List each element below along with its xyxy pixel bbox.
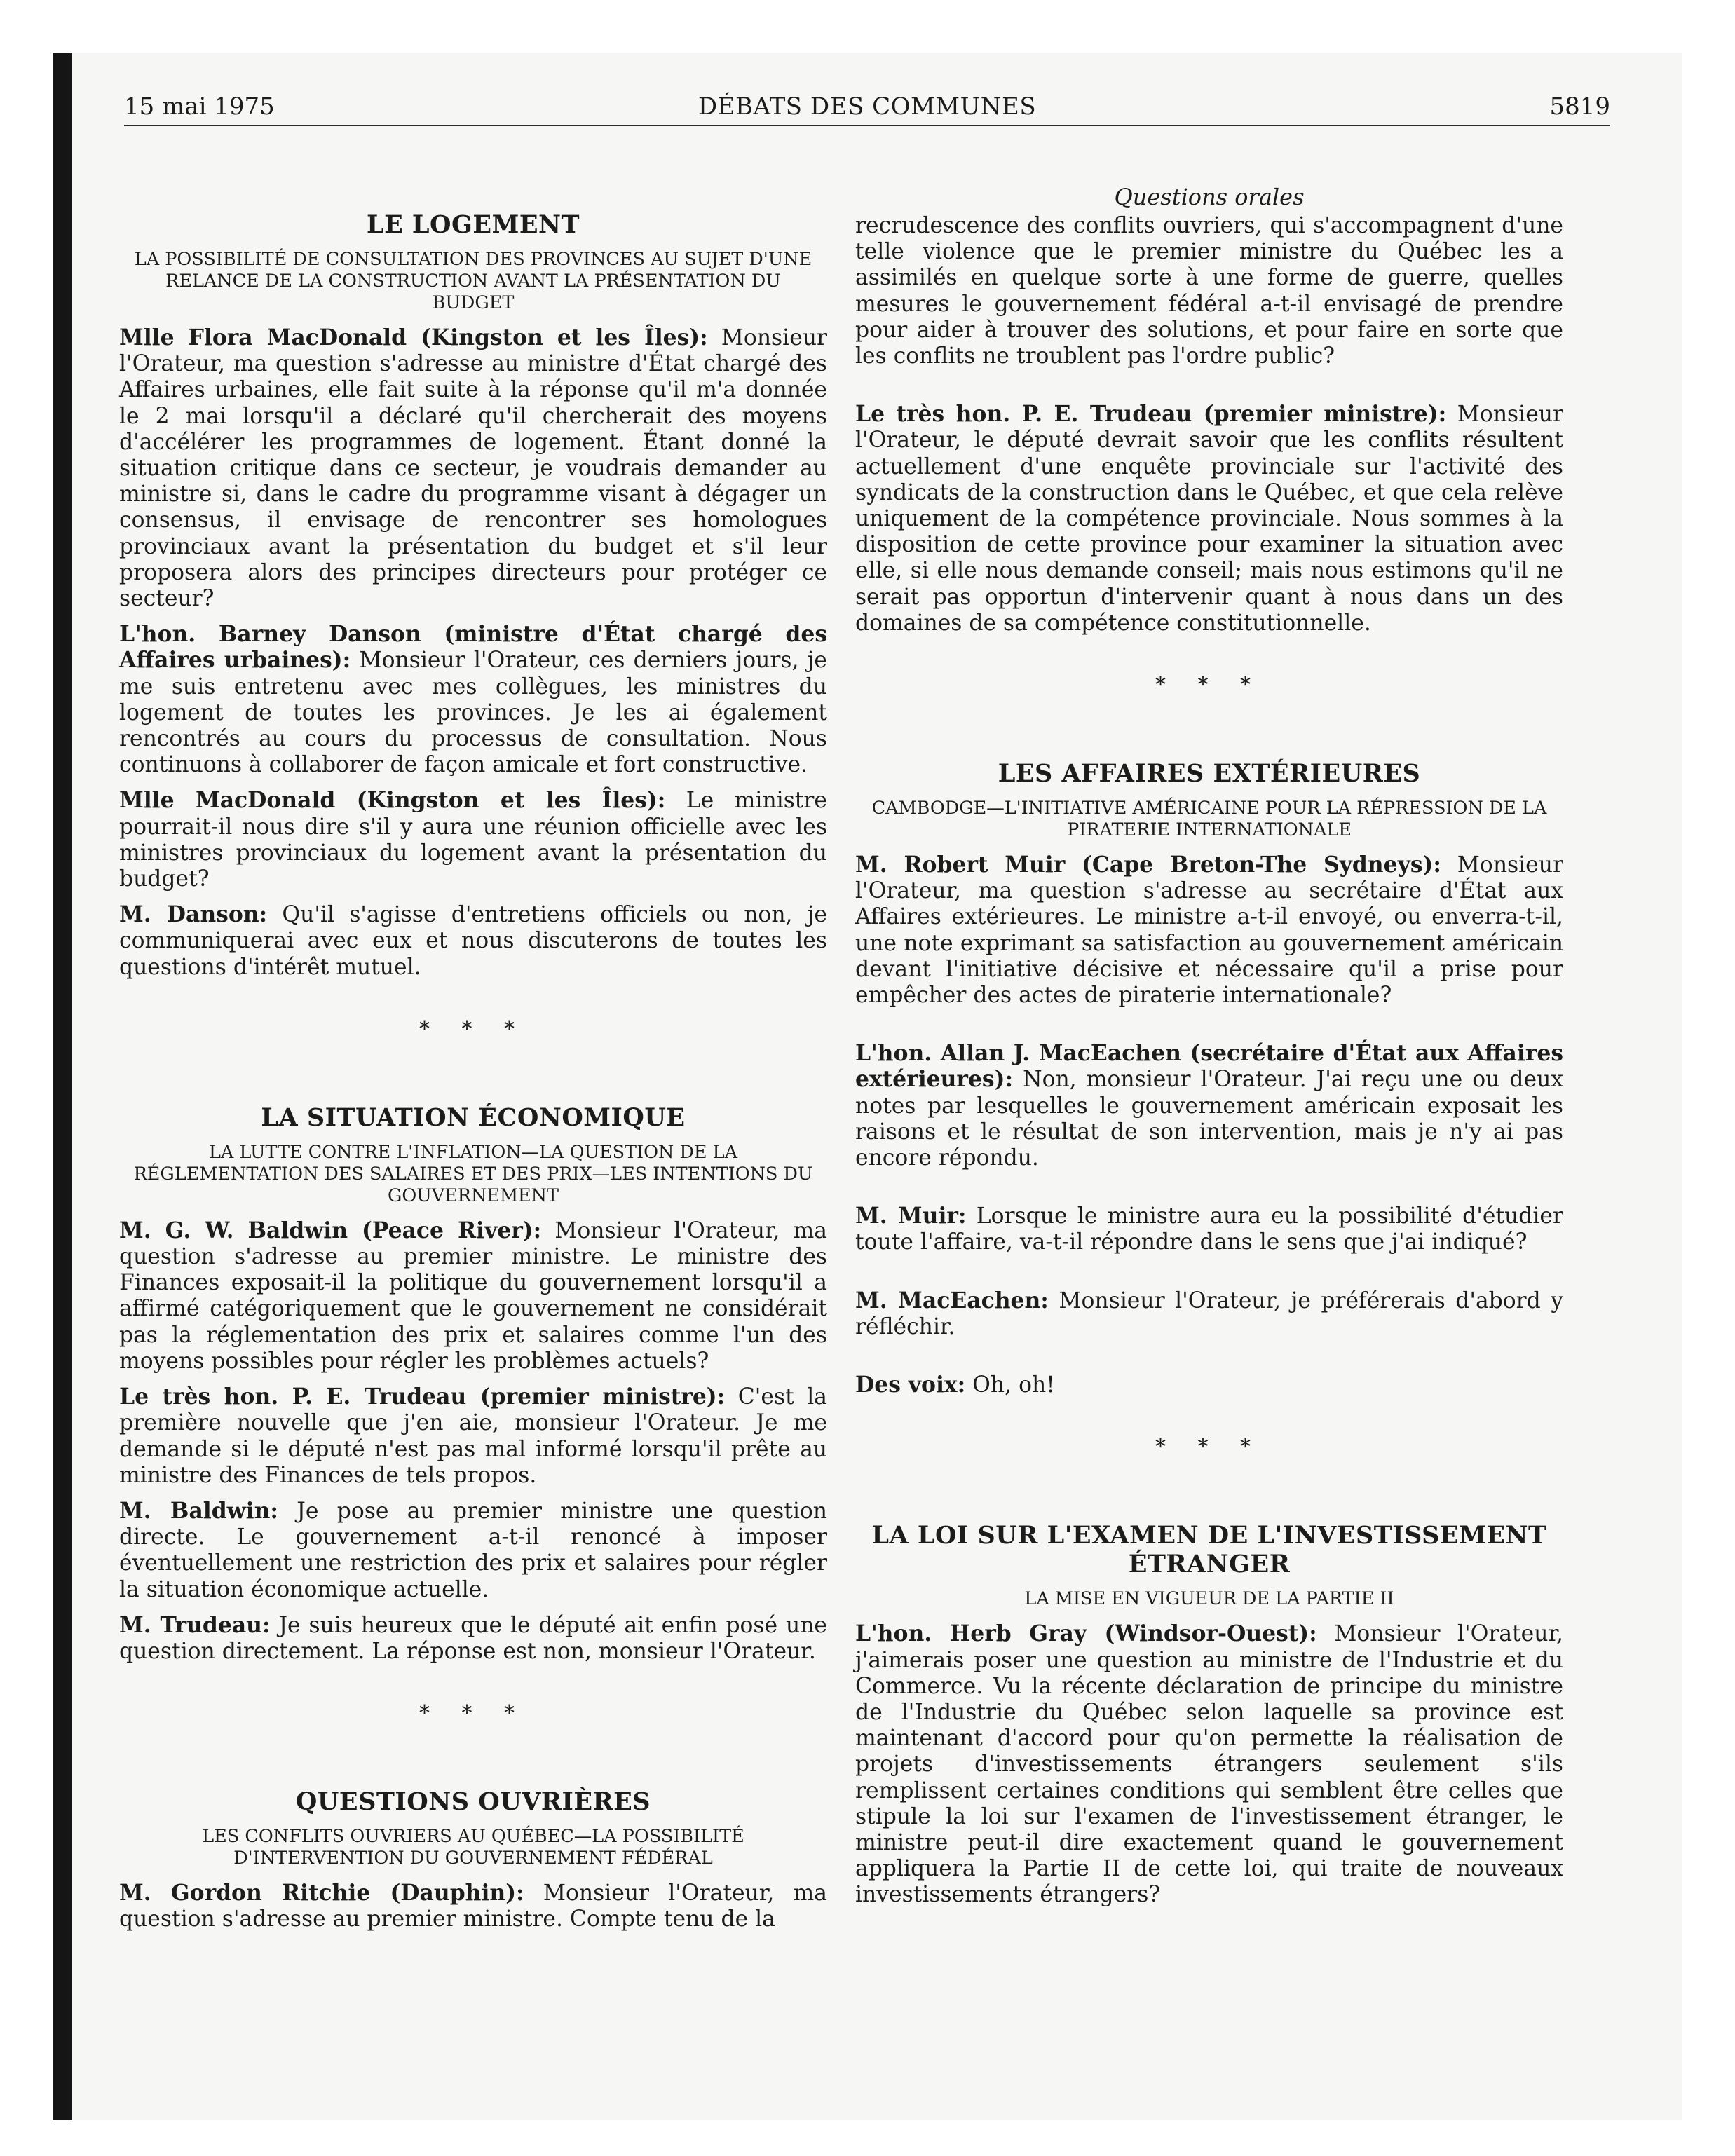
speech-text: Monsieur l'Orateur, ces derniers jours, je me suis entretenu avec mes collègues, les ministres du logement de toutes les provinces. Je les ai également rencontrés au cours du processus de consultation. Nous continuons à collaborer de façon amicale et fort constructive.	[119, 648, 827, 778]
section-separator: * * *	[419, 1016, 528, 1042]
speech-text: Je suis heureux que le député ait enfin posé une question directement. La réponse est non, monsieur l'Orateur.	[119, 1612, 827, 1664]
speaker-name: Le très hon. P. E. Trudeau (premier ministre):	[119, 1384, 726, 1410]
paragraph	[119, 1881, 827, 1932]
page-header	[124, 84, 1610, 126]
paragraph	[119, 788, 827, 892]
speech-text: Monsieur l'Orateur, ma question s'adresse au ministre d'État chargé des Affaires urbaines, elle fait suite à la réponse qu'il m'a donnée le 2 mai lorsqu'il a déclaré qu'il chercherait des moyens d'accélérer les programmes de logement. Étant donné la situation critique dans ce secteur, je voudrais demander au ministre si, dans le cadre du programme visant à dégager un consensus, il envisage de rencontrer ses homologues provinciaux avant la présentation du budget et s'il leur proposera alors des principes directeurs pour protéger ce secteur?	[119, 325, 827, 612]
running-head: Questions orales	[1114, 184, 1305, 210]
speaker-name: M. MacEachen:	[855, 1288, 1049, 1314]
paragraph	[855, 402, 1563, 636]
speech-text: recrudescence des conflits ouvriers, qui s'accompagnent d'une telle violence que le premier ministre du Québec les a assimilés en quelque sorte à une forme de guerre, quelles mesures le gouvernement fédéral a-t-il envisagé de prendre pour aider à trouver des solutions, et pour faire en sorte que les conflits ne troublent pas l'ordre public?	[855, 213, 1563, 369]
speaker-name: M. Danson:	[119, 902, 268, 928]
section-title-labour: QUESTIONS OUVRIÈRES	[295, 1787, 651, 1817]
paragraph	[119, 1218, 827, 1374]
speaker-name: M. Muir:	[855, 1203, 967, 1229]
speech-text: Le ministre pourrait-il nous dire s'il y aura une réunion officielle avec les ministres provinciaux du logement avant la présentation du budget?	[119, 788, 828, 892]
paragraph	[855, 1372, 1563, 1398]
section-separator: * * *	[419, 1701, 528, 1726]
speech-text: Lorsque le ministre aura eu la possibilité d'étudier toute l'affaire, va-t-il répondre dans le sens que j'ai indiqué?	[855, 1203, 1563, 1255]
left-column	[119, 210, 827, 1943]
speech-text: Monsieur l'Orateur, ma question s'adresse au premier ministre. Le ministre des Finances exposait-il la politique du gouvernement lorsqu'il a affirmé catégoriquement que le gouvernement ne considérait pas la réglementation des prix et salaires comme l'un des moyens possibles pour régler les problèmes actuels?	[119, 1217, 828, 1374]
section-separator: * * *	[1155, 1435, 1264, 1460]
section-title-housing: LE LOGEMENT	[366, 210, 580, 239]
speaker-name: L'hon. Barney Danson (ministre d'État chargé des Affaires urbaines):	[119, 622, 827, 674]
speaker-name: L'hon. Allan J. MacEachen (secrétaire d'État aux Affaires extérieures):	[855, 1041, 1563, 1093]
paragraph	[855, 1621, 1563, 1908]
speech-text: Monsieur l'Orateur, le député devrait savoir que les conflits résultent actuellement d'une enquête provinciale sur l'activité des syndicats de la construction dans le Québec, et que cela relève uniquement de la compétence provinciale. Nous sommes à la disposition de cette province pour examiner la situation avec elle, si elle nous demande conseil; mais nous estimons qu'il ne serait pas opportun d'intervenir quant à nous dans un des domaines de sa compétence constitutionnelle.	[855, 402, 1563, 636]
section-subtitle-housing: LA POSSIBILITÉ DE CONSULTATION DES PROVINCES AU SUJET D'UNE RELANCE DE LA CONSTRUCTION AVANT LA PRÉSENTATION DU BUDGET	[134, 249, 812, 313]
paragraph	[855, 852, 1563, 1009]
speech-text: Monsieur l'Orateur, j'aimerais poser une question au ministre de l'Industrie et du Commerce. Vu la récente déclaration de principe du ministre de l'Industrie du Québec selon laquelle sa province est maintenant d'accord pour qu'on permette la réalisation de projets d'investissements étrangers seulement s'ils remplissent certaines conditions qui semblent être celles que stipule la loi sur l'examen de l'investissement étranger, le ministre peut-il dire exactement quand le gouvernement appliquera la Partie II de cette loi, qui traite de nouveaux investissements étrangers?	[855, 1621, 1564, 1908]
paragraph-continued	[855, 213, 1563, 369]
speaker-name: M. Trudeau:	[119, 1612, 271, 1638]
paragraph	[119, 1384, 827, 1489]
paragraph	[119, 325, 827, 612]
paragraph	[119, 1499, 827, 1603]
speech-text: Non, monsieur l'Orateur. J'ai reçu une ou deux notes par lesquelles le gouvernement américain exposait les raisons et le résultat de son intervention, mais je n'y ai pas encore répondu.	[855, 1067, 1563, 1171]
speaker-name: M. Baldwin:	[119, 1498, 279, 1524]
header-page-number: 5819	[1549, 93, 1610, 121]
right-column	[855, 184, 1563, 1918]
speech-text: Qu'il s'agisse d'entretiens officiels ou non, je communiquerai avec eux et nous discuterons de toutes les questions d'intérêt mutuel.	[119, 902, 827, 980]
section-title-economy: LA SITUATION ÉCONOMIQUE	[261, 1103, 686, 1132]
section-subtitle-economy: LA LUTTE CONTRE L'INFLATION—LA QUESTION DE LA RÉGLEMENTATION DES SALAIRES ET DES PRIX—LES INTENTIONS DU GOUVERNEMENT	[133, 1141, 813, 1206]
paragraph	[119, 902, 827, 981]
speech-text: C'est la première nouvelle que j'en aie, monsieur l'Orateur. Je me demande si le député n'est pas mal informé lorsqu'il prête au ministre des Finances de tels propos.	[119, 1384, 827, 1488]
section-title-external-affairs: LES AFFAIRES EXTÉRIEURES	[998, 759, 1421, 789]
speaker-name: Des voix:	[855, 1372, 966, 1398]
section-subtitle-labour: LES CONFLITS OUVRIERS AU QUÉBEC—LA POSSIBILITÉ D'INTERVENTION DU GOUVERNEMENT FÉDÉRAL	[202, 1826, 744, 1869]
paragraph	[855, 1288, 1563, 1340]
header-rule	[124, 125, 1610, 126]
speech-text: Monsieur l'Orateur, ma question s'adresse au premier ministre. Compte tenu de la	[119, 1881, 827, 1932]
paragraph	[855, 1041, 1563, 1171]
speech-text: Monsieur l'Orateur, je préférerais d'abord y réfléchir.	[855, 1288, 1563, 1339]
section-subtitle-foreign-investment: LA MISE EN VIGUEUR DE LA PARTIE II	[1024, 1588, 1394, 1610]
speaker-name: Mlle Flora MacDonald (Kingston et les Îles):	[119, 325, 708, 350]
speech-text: Je pose au premier ministre une question directe. Le gouvernement a-t-il renoncé à imposer éventuellement une restriction des prix et salaires pour régler la situation économique actuelle.	[119, 1498, 827, 1602]
speaker-name: L'hon. Herb Gray (Windsor-Ouest):	[855, 1621, 1317, 1647]
paragraph	[855, 1203, 1563, 1255]
speech-text: Oh, oh!	[965, 1372, 1055, 1398]
section-subtitle-external-affairs: CAMBODGE—L'INITIATIVE AMÉRICAINE POUR LA RÉPRESSION DE LA PIRATERIE INTERNATIONALE	[871, 798, 1547, 841]
speaker-name: M. Robert Muir (Cape Breton-The Sydneys):	[855, 852, 1441, 878]
speaker-name: M. G. W. Baldwin (Peace River):	[119, 1217, 542, 1243]
speaker-name: Le très hon. P. E. Trudeau (premier ministre):	[855, 402, 1447, 428]
scan-edge-shadow	[53, 53, 72, 2120]
speaker-name: M. Gordon Ritchie (Dauphin):	[119, 1881, 524, 1906]
header-date: 15 mai 1975	[124, 93, 275, 121]
header-title: DÉBATS DES COMMUNES	[698, 93, 1037, 121]
section-separator: * * *	[1155, 673, 1264, 698]
speech-text: Monsieur l'Orateur, ma question s'adresse au secrétaire d'État aux Affaires extérieures. Le ministre a-t-il envoyé, ou enverra-t-il, une note exprimant sa satisfaction au gouvernement américain devant l'initiative décisive et nécessaire qu'il a prise pour empêcher des actes de piraterie internationale?	[855, 852, 1563, 1009]
paragraph	[119, 1613, 827, 1665]
section-title-foreign-investment: LA LOI SUR L'EXAMEN DE L'INVESTISSEMENT ÉTRANGER	[871, 1521, 1547, 1579]
speaker-name: Mlle MacDonald (Kingston et les Îles):	[119, 788, 666, 814]
paragraph	[119, 622, 827, 778]
